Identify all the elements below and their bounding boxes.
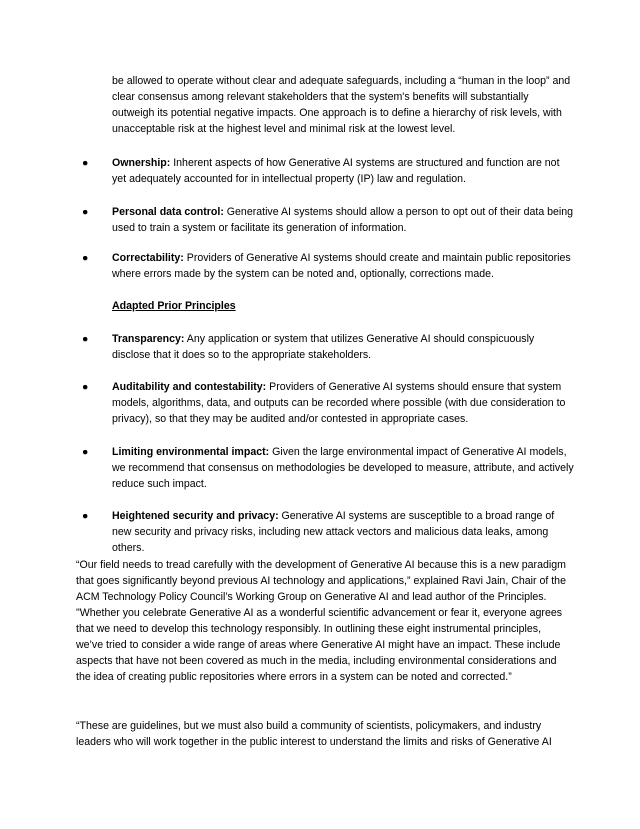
principle-description: Any application or system that utilizes Generative AI should conspicuously disclose that it does so to the appropriate stakeholders.	[112, 333, 535, 361]
bullet-icon: ●	[82, 381, 89, 393]
principle-description: Generative AI systems should allow a person to opt out of their data being used to train a system or facilitate its generation of information.	[112, 206, 574, 234]
bullet-icon: ●	[82, 252, 89, 264]
principle-term: Limiting environmental impact:	[112, 446, 270, 458]
principle-text	[112, 155, 574, 187]
principle-description: Providers of Generative AI systems should create and maintain public repositories where errors made by the system can be noted and, optionally, corrections made.	[112, 252, 571, 280]
principle-description: Given the large environmental impact of Generative AI models, we recommend that consensus on methodologies be developed to measure, attribute, and actively reduce such impact.	[112, 446, 574, 490]
bullet-icon: ●	[82, 206, 89, 218]
bullet-icon: ●	[82, 333, 89, 345]
principle-text	[112, 331, 574, 363]
principle-description: Inherent aspects of how Generative AI systems are structured and function are not yet adequately accounted for in intellectual property (IP) law and regulation.	[112, 157, 560, 185]
principle-text	[112, 250, 574, 282]
bullet-icon: ●	[82, 510, 89, 522]
principle-text	[112, 444, 574, 492]
quote-paragraph-guidelines: “These are guidelines, but we must also build a community of scientists, policymakers, and industry leaders who will work together in the public interest to understand the limits and risks of Generative AI	[76, 720, 552, 748]
principle-term: Personal data control:	[112, 206, 224, 218]
principle-term: Correctability:	[112, 252, 184, 264]
principle-term: Auditability and contestability:	[112, 381, 267, 393]
principle-description: Generative AI systems are susceptible to a broad range of new security and privacy risks, including new attack vectors and malicious data leaks, among others.	[112, 510, 555, 554]
principle-term: Ownership:	[112, 157, 171, 169]
principle-description: Providers of Generative AI systems should ensure that system models, algorithms, data, and outputs can be recorded where possible (with due consideration to privacy), so that they may be audited and/or contested in appropriate cases.	[112, 381, 566, 425]
intro-continuation-paragraph: be allowed to operate without clear and adequate safeguards, including a “human in the loop” and clear consensus among relevant stakeholders that the system's benefits will substantially outweigh its potential negative impacts. One approach is to define a hierarchy of risk levels, with unacceptable risk at the highest level and minimal risk at the lowest level.	[112, 75, 571, 135]
principle-text	[112, 379, 574, 427]
principle-term: Heightened security and privacy:	[112, 510, 279, 522]
principle-term: Transparency:	[112, 333, 185, 345]
quote-paragraph-jain: “Our field needs to tread carefully with the development of Generative AI because this is a new paradigm that goes significantly beyond previous AI technology and applications,” explained Ravi Jain, Chair of the ACM Technology Policy Council’s Working Group on Generative AI and lead author of the Principles. "Whether you celebrate Generative AI as a wonderful scientific advancement or fear it, everyone agrees that we need to develop this technology responsibly. In outlining these eight instrumental principles, we’ve tried to consider a wide range of areas where Generative AI might have an impact. These include aspects that have not been covered as much in the media, including environmental considerations and the idea of creating public repositories where errors in a system can be noted and corrected.”	[76, 559, 566, 683]
bullet-icon: ●	[82, 446, 89, 458]
bullet-icon: ●	[82, 157, 89, 169]
principle-text	[112, 204, 574, 236]
principle-text	[112, 508, 574, 556]
adapted-principles-heading: Adapted Prior Principles	[112, 300, 236, 312]
